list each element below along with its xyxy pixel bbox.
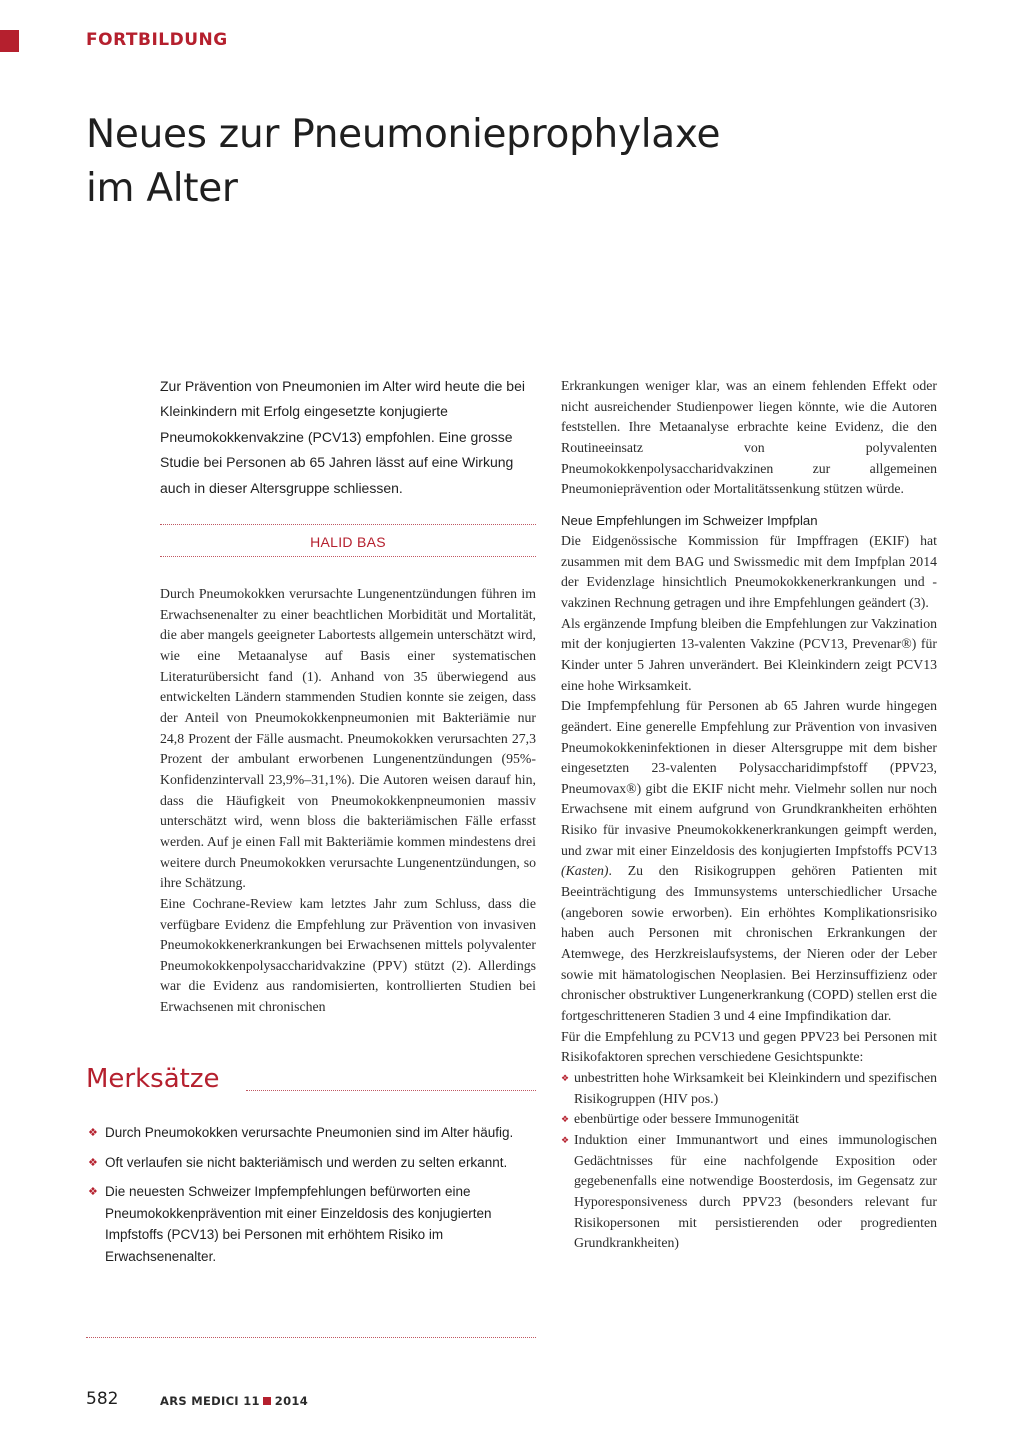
section-marker-square: [0, 30, 19, 52]
diamond-bullet-icon: ❖: [88, 1155, 98, 1169]
merksaetze-bottom-rule: [86, 1337, 536, 1338]
body-column-right: [561, 376, 937, 1254]
article-title: [86, 108, 886, 216]
journal-footer: [160, 1394, 308, 1408]
merksaetze-item-text: Oft verlaufen sie nicht bakteriämisch und werden zu selten erkannt.: [105, 1154, 508, 1170]
merksaetze-item-text: Die neuesten Schweizer Impfempfehlungen befürworten eine Pneumokokkenprävention mit einer Einzeldosis des konjugierten Impfstoffs (PCV13) bei Personen mit erhöhtem Risiko im Erwachsenenalter.: [105, 1184, 492, 1264]
body-paragraph: [561, 696, 937, 1027]
page-number: 582: [86, 1389, 119, 1409]
body-paragraph: Durch Pneumokokken verursachte Lungenentzündungen führen im Erwachsenenalter zu einer beachtlichen Morbidität und Mortalität, die aber mangels geeigneter Labortests allgemein unterschätzt wird, wie eine Metaanalyse auf Basis einer systematischen Literaturübersicht fand (1). Anhand von 35 überwiegend aus entwickelten Ländern stammenden Studien konnte sie zeigen, dass der Anteil von Pneumokokkenpneumonien mit Bakteriämie nur 24,8 Prozent der Fälle ausmacht. Pneumokokken verursachten 27,3 Prozent der ambulant erworbenen Lungenentzündungen (95%-Konfidenzintervall 23,9%–31,1%). Die Autoren weisen darauf hin, dass die Häufigkeit von Pneumokokkenpneumonien massiv unterschätzt wird, wenn bloss die bakteriämischen Fälle erfasst werden. Auf je einen Fall mit Bakteriämie kommen mindestens drei weitere durch Pneumokokken verursachte Lungenentzündungen, so ihre Schätzung.: [160, 586, 536, 891]
merksaetze-item: [86, 1181, 536, 1267]
argument-item-text: ebenbürtige oder bessere Immunogenität: [574, 1111, 799, 1127]
diamond-bullet-icon: ❖: [561, 1135, 570, 1146]
argument-item-text: Induktion einer Immunantwort und eines immunologischen Gedächtnisses für eine nachfolgende Exposition oder gegebenenfalls eine notwendige Boosterdosis, im Gegensatz zur Hyporesponsiveness durch PPV23 (besonders relevant fur Risikopersonen mit persistierenden oder progredienten Grundkrankheiten): [574, 1131, 937, 1251]
diamond-bullet-icon: ❖: [88, 1126, 98, 1139]
subheading: Neue Empfehlungen im Schweizer Impfplan: [561, 512, 818, 528]
body-paragraph: Erkrankungen weniger klar, was an einem fehlenden Effekt oder nicht ausreichender Studienpower liegen könnte, wie die Autoren feststellen. Ihre Metaanalyse erbrachte keine Evidenz, die den Routineeinsatz von polyvalenten Pneumokokkenpolysaccharidvakzinen zur allgemeinen Pneumonieprävention oder Mortalitätssenkung stützen würde.: [561, 378, 937, 497]
author-name: HALID BAS: [310, 534, 386, 550]
body-paragraph: Als ergänzende Impfung bleiben die Empfehlungen zur Vakzination mit der konjugierten 13-valenten Vakzine (PCV13, Prevenar®) für Kinder unter 5 Jahren unverändert. Bei Kleinkindern zeigt PCV13 eine hohe Wirksamkeit.: [561, 615, 937, 693]
merksaetze-item: [86, 1152, 536, 1174]
merksaetze-item-text: Durch Pneumokokken verursachte Pneumonien sind im Alter häufig.: [105, 1125, 514, 1140]
box-reference: (Kasten): [561, 863, 609, 879]
diamond-bullet-icon: ❖: [561, 1115, 570, 1126]
journal-name: ARS MEDICI 11: [160, 1394, 260, 1408]
title-line-1: Neues zur Pneumonieprophylaxe: [86, 112, 721, 157]
merksaetze-heading-rule: [246, 1090, 536, 1091]
title-line-2: im Alter: [86, 166, 238, 211]
argument-list: [561, 1068, 937, 1254]
argument-item: [561, 1068, 937, 1109]
argument-item: [561, 1130, 937, 1254]
body-text: . Zu den Risikogruppen gehören Patienten mit Beeinträchtigung des Immunsystems unterschiedlicher Ursache (angeboren sowie erworben). Ein erhöhtes Komplikationsrisiko haben auch Personen mit chronischen Erkrankungen der Atemwege, des Herzkreislaufsystems, der Nieren oder der Leber sowie mit hämatologischen Neoplasien. Bei Herzinsuffizienz oder chronischer obstruktiver Lungenerkrankung (COPD) stellen erst die fortgeschritteneren Stadien 3 und 4 eine Impfindikation dar.: [561, 863, 937, 1024]
merksaetze-list: [86, 1122, 536, 1275]
argument-item-text: unbestritten hohe Wirksamkeit bei Kleinkindern und spezifischen Risikogruppen (HIV pos.): [574, 1070, 937, 1106]
merksaetze-heading: Merksätze: [86, 1064, 220, 1094]
body-paragraph: Eine Cochrane-Review kam letztes Jahr zum Schluss, dass die verfügbare Evidenz die Empfehlung zur Prävention von invasiven Pneumokokkenerkrankungen bei Erwachsenen mittels polyvalenter Pneumokokkenpolysaccharidvakzine (PPV) stützt (2). Allerdings war die Evidenz aus randomisierten, kontrollierten Studien bei Erwachsenen mit chronischen: [160, 895, 536, 1015]
body-column-left: [160, 584, 536, 1018]
footer-square-icon: [263, 1397, 271, 1405]
diamond-bullet-icon: ❖: [561, 1074, 570, 1084]
diamond-bullet-icon: ❖: [88, 1185, 98, 1198]
merksaetze-item: [86, 1122, 536, 1144]
body-paragraph: Die Eidgenössische Kommission für Impffragen (EKIF) hat zusammen mit dem BAG und Swissmedic mit dem Impfplan 2014 der Evidenzlage hinsichtlich Pneumokokkenerkrankungen und -vakzinen Rechnung getragen und ihre Empfehlungen geändert (3).: [561, 532, 937, 610]
argument-item: [561, 1109, 937, 1130]
section-label: FORTBILDUNG: [86, 30, 228, 50]
lead-paragraph: Zur Prävention von Pneumonien im Alter wird heute die bei Kleinkindern mit Erfolg eingesetzte konjugierte Pneumokokkenvakzine (PCV13) empfohlen. Eine grosse Studie bei Personen ab 65 Jahren lässt auf eine Wirkung auch in dieser Altersgruppe schliessen.: [160, 378, 525, 496]
author-rule-bottom: [160, 556, 536, 557]
body-paragraph: Für die Empfehlung zu PCV13 und gegen PPV23 bei Personen mit Risikofaktoren sprechen verschiedene Gesichtspunkte:: [561, 1028, 937, 1065]
journal-year: 2014: [274, 1394, 309, 1408]
body-text: Die Impfempfehlung für Personen ab 65 Jahren wurde hingegen geändert. Eine generelle Empfehlung zur Prävention von invasiven Pneumokokkeninfektionen in dieser Altersgruppe mit dem bisher eingesetzten 23-valenten Polysaccharidimpfstoff (PPV23, Pneumovax®) gibt die EKIF nicht mehr. Vielmehr sollen nur noch Erwachsene mit einem aufgrund von Grundkrankheiten erhöhten Risiko für invasive Pneumokokkenerkrankungen geimpft werden, und zwar mit einer Einzeldosis des konjugierten Impfstoffs PCV13: [561, 698, 937, 858]
author-rule-top: [160, 524, 536, 525]
